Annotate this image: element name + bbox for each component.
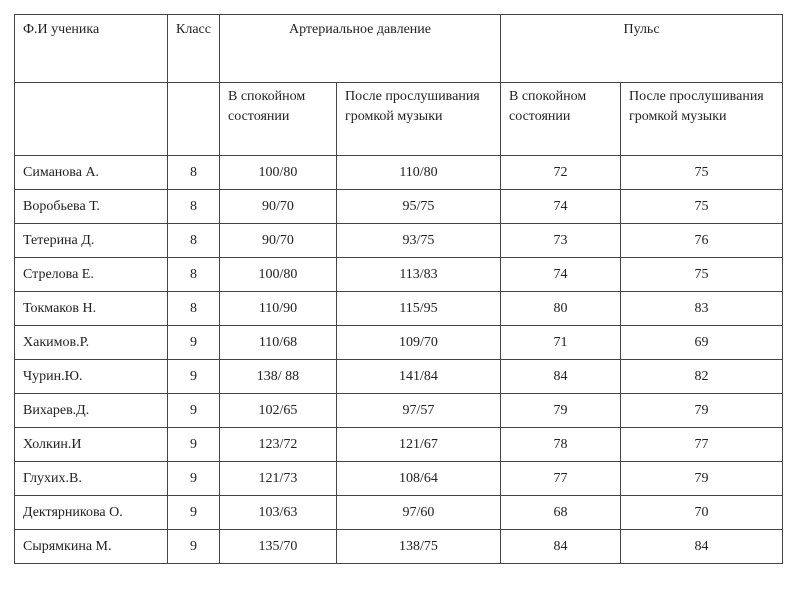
bp-rest-cell: 135/70 xyxy=(220,530,337,564)
pulse-after-cell: 75 xyxy=(621,258,783,292)
header-pulse: Пульс xyxy=(623,22,660,37)
table-row xyxy=(15,156,783,190)
pulse-after-cell: 79 xyxy=(621,394,783,428)
header-row-sub xyxy=(15,83,783,156)
pulse-after-cell: 75 xyxy=(621,156,783,190)
pulse-after-cell: 83 xyxy=(621,292,783,326)
pulse-rest-cell: 77 xyxy=(501,462,621,496)
pulse-rest-cell: 72 xyxy=(501,156,621,190)
header-bp-rest-cell xyxy=(220,83,337,156)
header-pulse-rest-cell xyxy=(501,83,621,156)
pressure-pulse-table xyxy=(14,14,783,564)
class-cell: 8 xyxy=(168,190,220,224)
header-class: Класс xyxy=(176,22,211,37)
pulse-rest-cell: 80 xyxy=(501,292,621,326)
table-row xyxy=(15,224,783,258)
pulse-rest-cell: 73 xyxy=(501,224,621,258)
table-row xyxy=(15,496,783,530)
header-pulse-after: После прослушивания громкой музыки xyxy=(629,89,764,124)
name-cell: Вихарев.Д. xyxy=(15,394,168,428)
bp-after-cell: 109/70 xyxy=(337,326,501,360)
header-row-top xyxy=(15,15,783,83)
table-body xyxy=(15,156,783,564)
bp-rest-cell: 100/80 xyxy=(220,156,337,190)
bp-rest-cell: 121/73 xyxy=(220,462,337,496)
class-cell: 8 xyxy=(168,156,220,190)
pulse-rest-cell: 84 xyxy=(501,530,621,564)
pulse-after-cell: 69 xyxy=(621,326,783,360)
class-cell: 9 xyxy=(168,496,220,530)
header-class-cell xyxy=(168,15,220,83)
bp-after-cell: 141/84 xyxy=(337,360,501,394)
table-row xyxy=(15,326,783,360)
bp-rest-cell: 102/65 xyxy=(220,394,337,428)
name-cell: Симанова А. xyxy=(15,156,168,190)
bp-rest-cell: 90/70 xyxy=(220,224,337,258)
bp-after-cell: 108/64 xyxy=(337,462,501,496)
bp-rest-cell: 123/72 xyxy=(220,428,337,462)
bp-rest-cell: 100/80 xyxy=(220,258,337,292)
pulse-after-cell: 79 xyxy=(621,462,783,496)
bp-after-cell: 93/75 xyxy=(337,224,501,258)
class-cell: 8 xyxy=(168,292,220,326)
header-name: Ф.И ученика xyxy=(23,22,100,37)
class-cell: 8 xyxy=(168,224,220,258)
name-cell: Чурин.Ю. xyxy=(15,360,168,394)
header-sub-empty-class xyxy=(168,83,220,156)
pulse-after-cell: 77 xyxy=(621,428,783,462)
pulse-after-cell: 76 xyxy=(621,224,783,258)
name-cell: Стрелова Е. xyxy=(15,258,168,292)
header-name-cell xyxy=(15,15,168,83)
pulse-rest-cell: 74 xyxy=(501,258,621,292)
bp-after-cell: 113/83 xyxy=(337,258,501,292)
bp-rest-cell: 103/63 xyxy=(220,496,337,530)
name-cell: Воробьева Т. xyxy=(15,190,168,224)
header-pulse-after-cell xyxy=(621,83,783,156)
table-row xyxy=(15,258,783,292)
bp-rest-cell: 138/ 88 xyxy=(220,360,337,394)
bp-rest-cell: 110/68 xyxy=(220,326,337,360)
class-cell: 9 xyxy=(168,326,220,360)
bp-after-cell: 115/95 xyxy=(337,292,501,326)
name-cell: Токмаков Н. xyxy=(15,292,168,326)
bp-after-cell: 138/75 xyxy=(337,530,501,564)
name-cell: Хакимов.Р. xyxy=(15,326,168,360)
pulse-rest-cell: 78 xyxy=(501,428,621,462)
header-pulse-cell xyxy=(501,15,783,83)
table-row xyxy=(15,190,783,224)
header-sub-empty-name xyxy=(15,83,168,156)
name-cell: Глухих.В. xyxy=(15,462,168,496)
header-bp-after-cell xyxy=(337,83,501,156)
class-cell: 9 xyxy=(168,428,220,462)
bp-after-cell: 110/80 xyxy=(337,156,501,190)
pulse-rest-cell: 74 xyxy=(501,190,621,224)
header-pulse-rest: В спокойном состоянии xyxy=(509,89,587,124)
header-bp-rest: В спокойном состоянии xyxy=(228,89,306,124)
header-pressure-cell xyxy=(220,15,501,83)
name-cell: Дектярникова О. xyxy=(15,496,168,530)
class-cell: 9 xyxy=(168,462,220,496)
name-cell: Холкин.И xyxy=(15,428,168,462)
class-cell: 9 xyxy=(168,394,220,428)
bp-rest-cell: 110/90 xyxy=(220,292,337,326)
header-bp-after: После прослушивания громкой музыки xyxy=(345,89,480,124)
bp-after-cell: 97/60 xyxy=(337,496,501,530)
header-pressure: Артериальное давление xyxy=(289,22,431,37)
pulse-after-cell: 82 xyxy=(621,360,783,394)
class-cell: 9 xyxy=(168,530,220,564)
table-row xyxy=(15,394,783,428)
name-cell: Тетерина Д. xyxy=(15,224,168,258)
pulse-after-cell: 70 xyxy=(621,496,783,530)
table-row xyxy=(15,530,783,564)
bp-after-cell: 97/57 xyxy=(337,394,501,428)
bp-rest-cell: 90/70 xyxy=(220,190,337,224)
class-cell: 8 xyxy=(168,258,220,292)
name-cell: Сырямкина М. xyxy=(15,530,168,564)
pulse-after-cell: 84 xyxy=(621,530,783,564)
pulse-rest-cell: 79 xyxy=(501,394,621,428)
pulse-rest-cell: 84 xyxy=(501,360,621,394)
pulse-rest-cell: 71 xyxy=(501,326,621,360)
pulse-after-cell: 75 xyxy=(621,190,783,224)
bp-after-cell: 95/75 xyxy=(337,190,501,224)
table-row xyxy=(15,360,783,394)
class-cell: 9 xyxy=(168,360,220,394)
pulse-rest-cell: 68 xyxy=(501,496,621,530)
table-row xyxy=(15,428,783,462)
table-row xyxy=(15,462,783,496)
table-row xyxy=(15,292,783,326)
bp-after-cell: 121/67 xyxy=(337,428,501,462)
